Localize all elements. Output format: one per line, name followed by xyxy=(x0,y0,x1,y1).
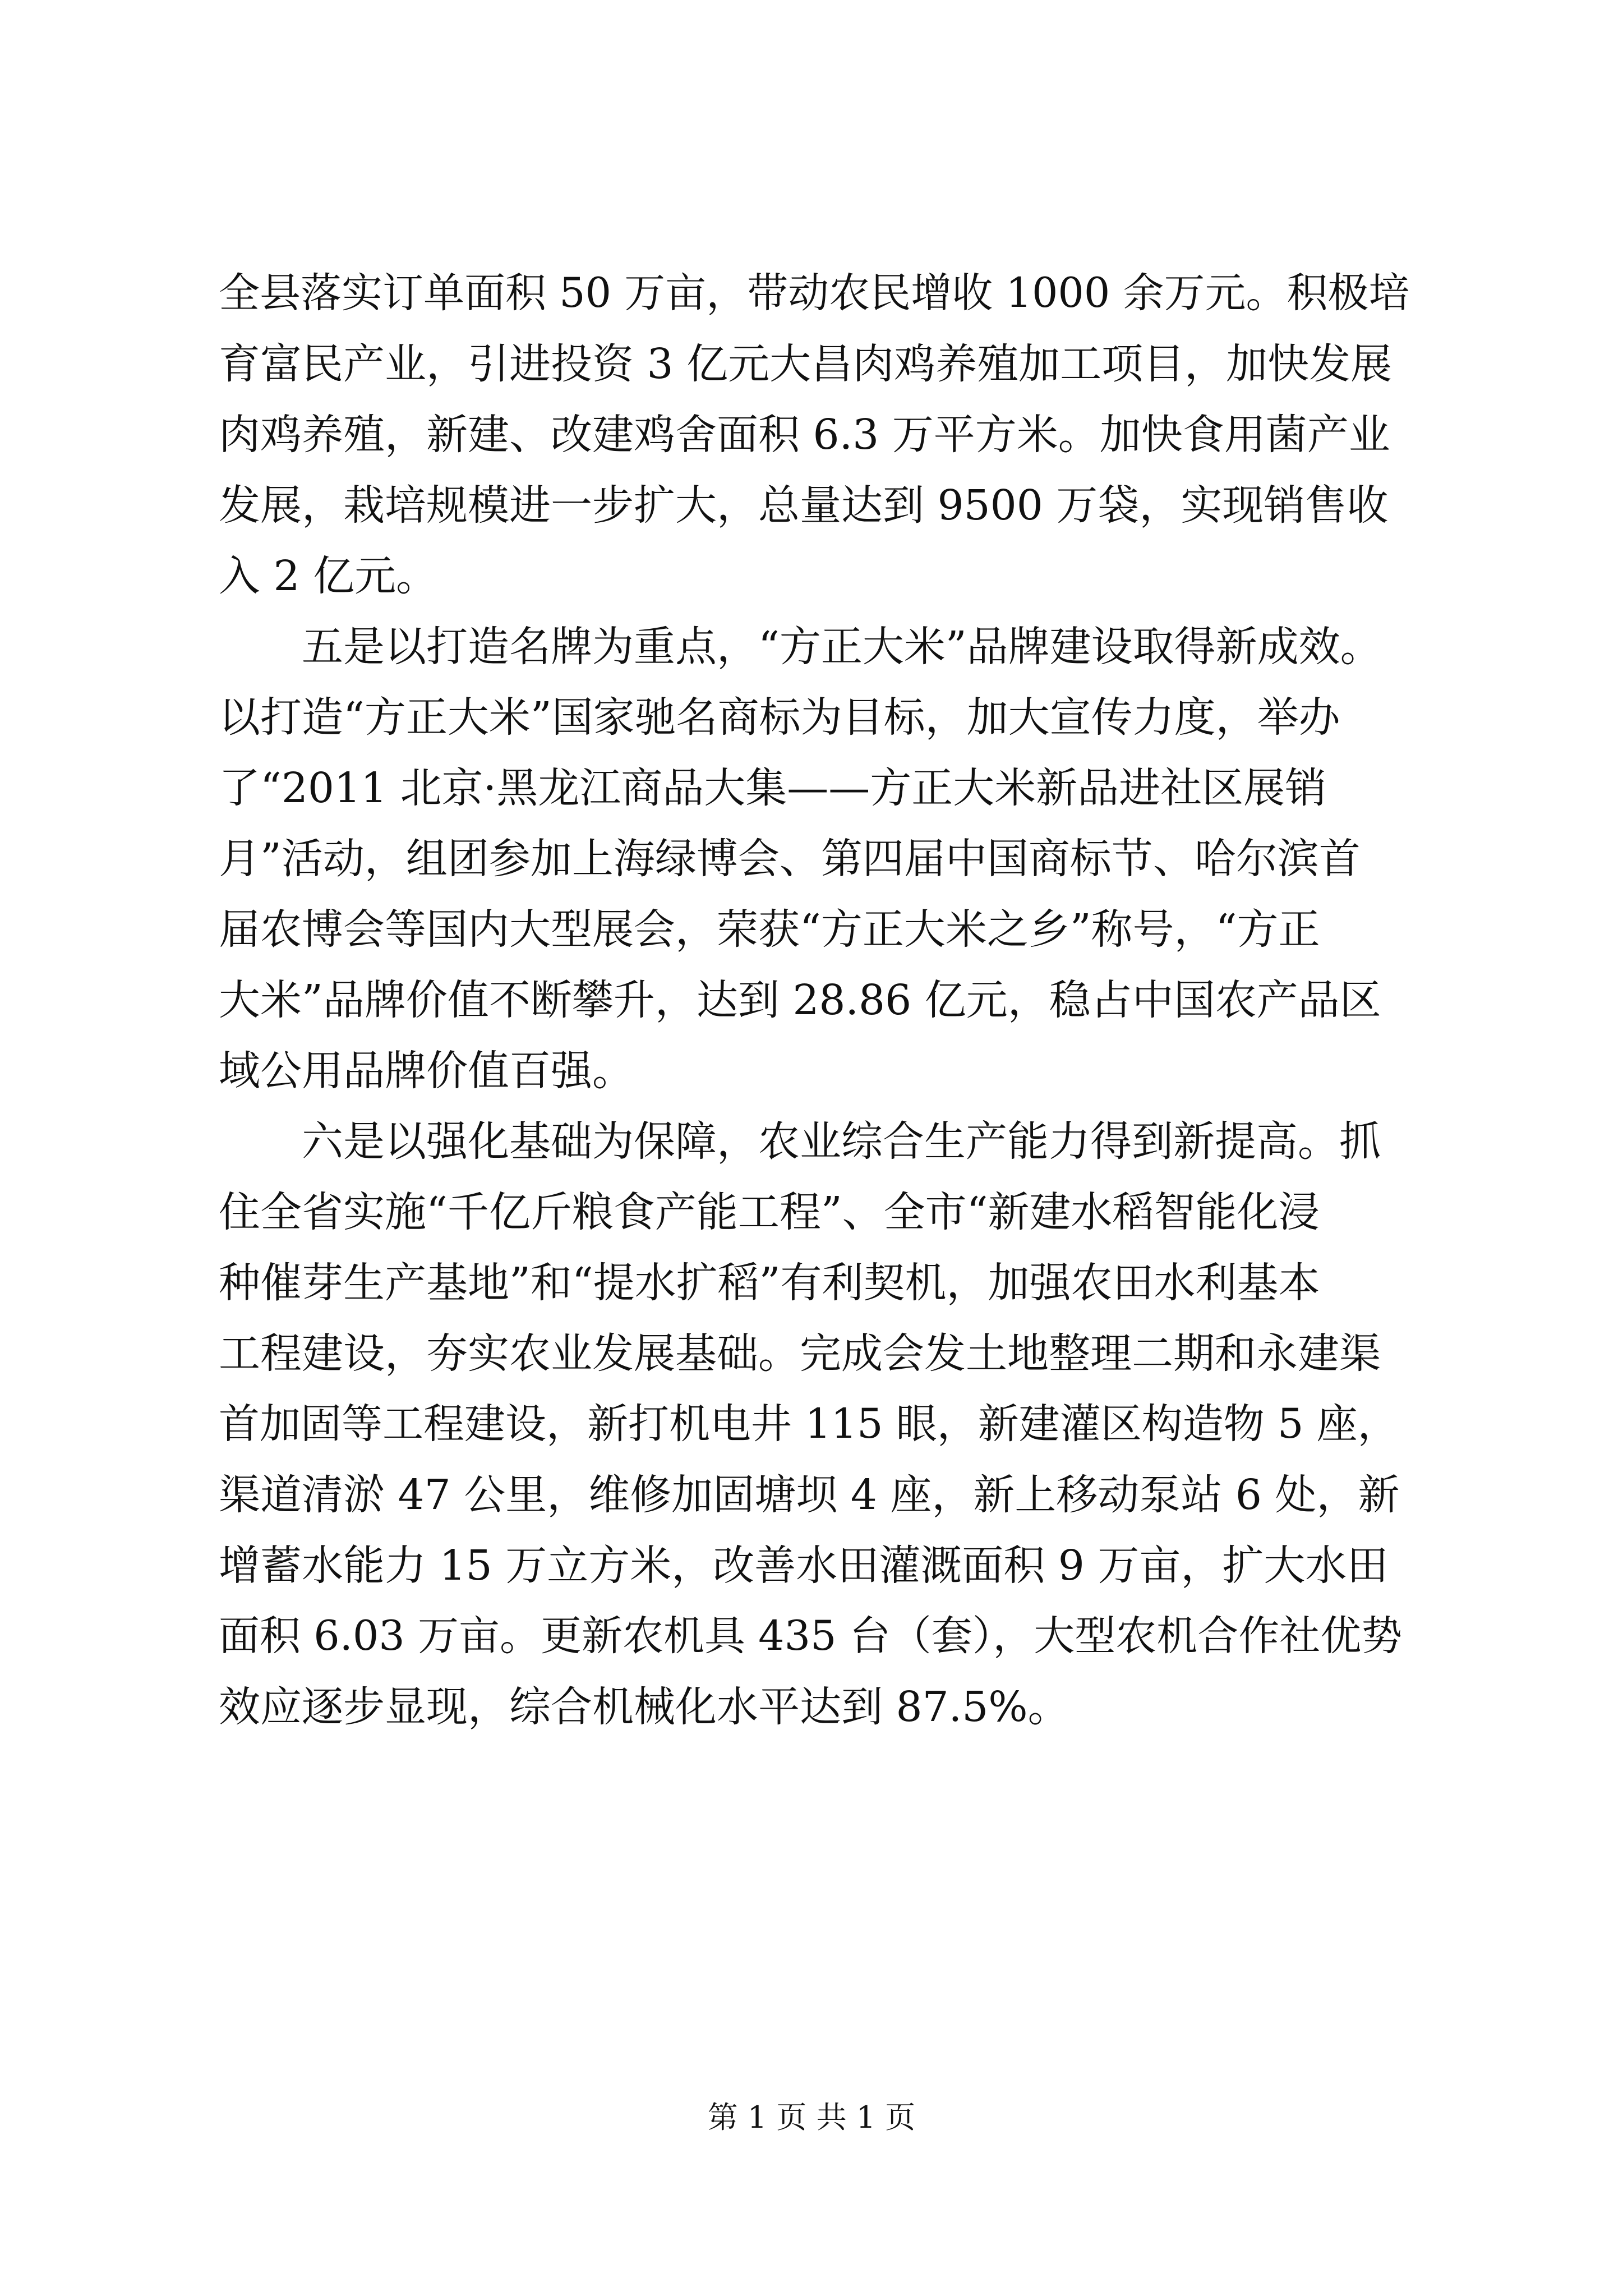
text-line: 工程建设，夯实农业发展基础。完成会发土地整理二期和永建渠 xyxy=(219,1329,1381,1378)
document-body xyxy=(219,258,1413,1742)
text-line: 育富民产业，引进投资 3 亿元大昌肉鸡养殖加工项目，加快发展 xyxy=(219,340,1393,388)
text-line: 域公用品牌价值百强。 xyxy=(219,1047,634,1095)
text-line: 月”活动，组团参加上海绿博会、第四届中国商标节、哈尔滨首 xyxy=(219,835,1361,883)
text-line: 以打造“方正大米”国家驰名商标为目标，加大宣传力度，举办 xyxy=(219,693,1340,742)
text-line: 全县落实订单面积 50 万亩，带动农民增收 1000 余万元。积极培 xyxy=(219,269,1410,317)
text-line: 种催芽生产基地”和“提水扩稻”有利契机，加强农田水利基本 xyxy=(219,1259,1320,1307)
page-footer: 第 1 页 共 1 页 xyxy=(707,2100,916,2135)
text-line: 发展，栽培规模进一步扩大，总量达到 9500 万袋，实现销售收 xyxy=(219,481,1389,530)
text-line: 肉鸡养殖，新建、改建鸡舍面积 6.3 万平方米。加快食用菌产业 xyxy=(219,411,1390,459)
text-line: 效应逐步显现，综合机械化水平达到 87.5%。 xyxy=(219,1683,1069,1731)
text-line: 住全省实施“千亿斤粮食产能工程”、全市“新建水稻智能化浸 xyxy=(219,1188,1320,1236)
text-line: 渠道清淤 47 公里，维修加固塘坝 4 座，新上移动泵站 6 处，新 xyxy=(219,1471,1400,1519)
text-line: 面积 6.03 万亩。更新农机具 435 台（套），大型农机合作社优势 xyxy=(219,1612,1403,1660)
text-line: 五是以打造名牌为重点，“方正大米”品牌建设取得新成效。 xyxy=(302,623,1382,671)
text-line: 届农博会等国内大型展会，荣获“方正大米之乡”称号，“方正 xyxy=(219,905,1320,954)
text-line: 增蓄水能力 15 万立方米，改善水田灌溉面积 9 万亩，扩大水田 xyxy=(219,1542,1389,1590)
text-line: 六是以强化基础为保障，农业综合生产能力得到新提高。抓 xyxy=(302,1117,1381,1166)
text-line: 入 2 亿元。 xyxy=(219,552,438,600)
text-line: 首加固等工程建设，新打机电井 115 眼，新建灌区构造物 5 座， xyxy=(219,1400,1399,1448)
text-line: 大米”品牌价值不断攀升，达到 28.86 亿元，稳占中国农产品区 xyxy=(219,976,1381,1024)
text-line: 了“2011 北京·黑龙江商品大集——方正大米新品进社区展销 xyxy=(219,764,1327,812)
